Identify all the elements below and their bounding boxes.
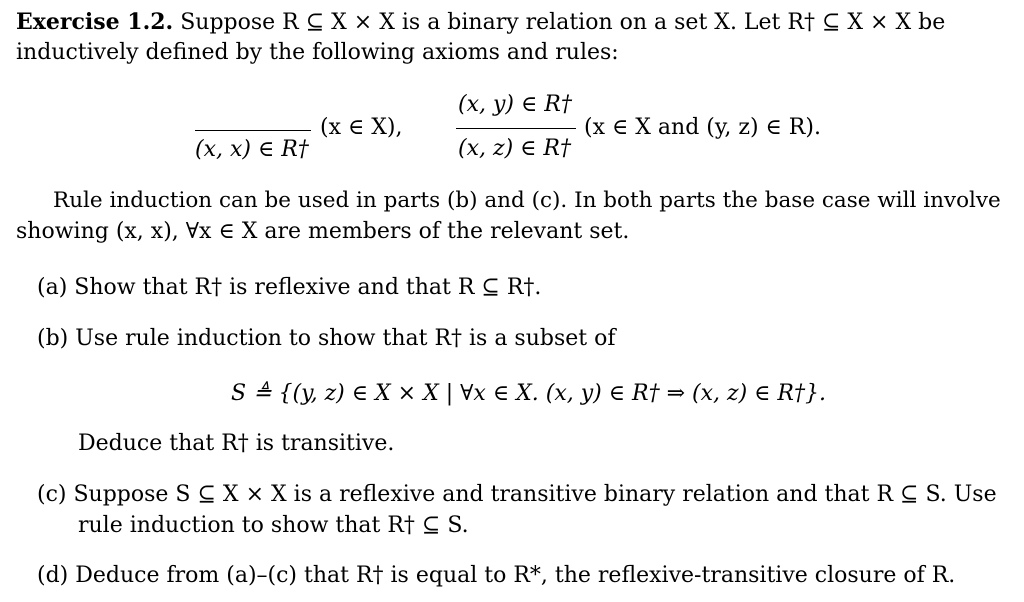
exercise-heading — [16, 11, 945, 34]
part-b: (b) Use rule induction to show that R† is a subset of — [37, 326, 616, 351]
part-a: (a) Show that R† is reflexive and that R ⊆ R†. — [37, 275, 542, 300]
paragraph-line1: Rule induction can be used in parts (b) and (c). In both parts the base case will involve — [53, 188, 1001, 213]
part-b-set-definition: S ≜ {(y, z) ∈ X × X | ∀x ∈ X. (x, y) ∈ R† ⇒ (x, z) ∈ R†}. — [231, 381, 826, 406]
exercise-label: Exercise 1.2. — [16, 9, 174, 35]
exercise-intro-line1: Suppose R ⊆ X × X is a binary relation on a set X. Let R† ⊆ X × X be — [180, 10, 946, 35]
axiom-conclusion: (x, x) ∈ R† — [195, 137, 309, 162]
axiom-rule-bar — [195, 130, 311, 131]
part-c-line1: (c) Suppose S ⊆ X × X is a reflexive and transitive binary relation and that R ⊆ S. Use — [37, 482, 997, 507]
part-d: (d) Deduce from (a)–(c) that R† is equal to R*, the reflexive-transitive closure of R. — [37, 563, 956, 588]
axiom-side-condition: (x ∈ X), — [320, 115, 403, 140]
exercise-intro-line2: inductively defined by the following axioms and rules: — [16, 40, 619, 65]
paragraph-line2: showing (x, x), ∀x ∈ X are members of the relevant set. — [16, 219, 630, 244]
rule-conclusion: (x, z) ∈ R† — [458, 136, 571, 161]
transitive-rule-bar — [456, 128, 576, 129]
part-c-line2: rule induction to show that R† ⊆ S. — [78, 513, 469, 538]
rule-side-condition: (x ∈ X and (y, z) ∈ R). — [584, 115, 821, 140]
rule-premise: (x, y) ∈ R† — [458, 92, 572, 117]
part-b-deduce: Deduce that R† is transitive. — [78, 431, 395, 456]
